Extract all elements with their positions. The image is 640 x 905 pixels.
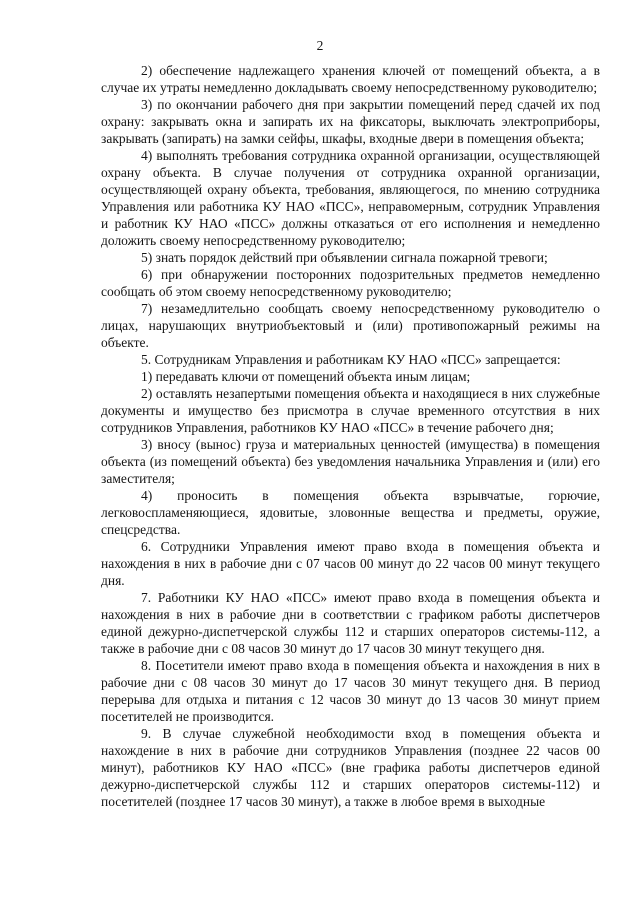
paragraph-item-7: 7) незамедлительно сообщать своему непосредственному руководителю о лицах, нарушающих внутриобъектовый и (или) противопожарный режимы на объекте. [101,301,600,350]
paragraph-item-3: 3) по окончании рабочего дня при закрытии помещений перед сдачей их под охрану: закрывать окна и запирать их на фиксаторы, выключать электроприборы, закрывать (запирать) на замки сейфы, шкафы, входные двери в помещения объекта; [101,97,600,146]
paragraph-item-6: 6) при обнаружении посторонних подозрительных предметов немедленно сообщать об этом своему непосредственному руководителю; [101,267,600,299]
section-5-heading: 5. Сотрудникам Управления и работникам КУ НАО «ПСС» запрещается: [141,352,561,367]
paragraph-item-5: 5) знать порядок действий при объявлении сигнала пожарной тревоги; [141,250,548,265]
paragraph-item-4: 4) выполнять требования сотрудника охранной организации, осуществляющей охрану объекта. В случае получения от сотрудника охранной организации, осуществляющей охрану объекта, требования, являющегося, по мнению сотрудника Управления или работника КУ НАО «ПСС», неправомерным, сотрудник Управления и работник КУ НАО «ПСС» должны отказаться от его исполнения и немедленно доложить своему непосредственному руководителю; [101,148,600,248]
prohibition-item-2: 2) оставлять незапертыми помещения объекта и находящиеся в них служебные документы и имущество без присмотра в случае временного отсутствия в них сотрудников Управления, работников КУ НАО «ПСС» в течение рабочего дня; [101,386,600,435]
page-number: 2 [316,38,324,53]
section-7: 7. Работники КУ НАО «ПСС» имеют право входа в помещения объекта и нахождения в них в рабочие дни в соответствии с графиком работы диспетчеров единой дежурно-диспетчерской службы 112 и старших операторов системы-112, а также в рабочие дни с 08 часов 30 минут до 17 часов 30 минут текущего дня. [101,590,600,656]
section-6: 6. Сотрудники Управления имеют право входа в помещения объекта и нахождения в них в рабочие дни с 07 часов 00 минут до 22 часов 00 минут текущего дня. [101,539,600,588]
prohibition-item-3: 3) вносу (вынос) груза и материальных ценностей (имущества) в помещения объекта (из помещений объекта) без уведомления начальника Управления и (или) его заместителя; [101,437,600,486]
prohibition-item-1: 1) передавать ключи от помещений объекта иным лицам; [141,369,471,384]
section-9: 9. В случае служебной необходимости вход в помещения объекта и нахождение в них в рабочие дни сотрудников Управления (позднее 22 часов 00 минут), работников КУ НАО «ПСС» (вне графика работы диспетчеров единой дежурно-диспетчерской службы 112 и старших операторов системы-112) и посетителей (позднее 17 часов 30 минут), а также в любое время в выходные [101,726,600,809]
document-body [101,62,600,810]
paragraph-item-2: 2) обеспечение надлежащего хранения ключей от помещений объекта, а в случае их утраты немедленно докладывать своему непосредственному руководителю; [101,63,600,95]
prohibition-item-4: 4) проносить в помещения объекта взрывчатые, горючие, легковоспламеняющиеся, ядовитые, зловонные вещества и предметы, оружие, спецсредства. [101,488,600,537]
section-8: 8. Посетители имеют право входа в помещения объекта и нахождения в них в рабочие дни с 08 часов 30 минут до 17 часов 30 минут текущего дня. В период перерыва для отдыха и питания с 12 часов 30 минут до 13 часов 30 минут прием посетителей не производится. [101,658,600,724]
